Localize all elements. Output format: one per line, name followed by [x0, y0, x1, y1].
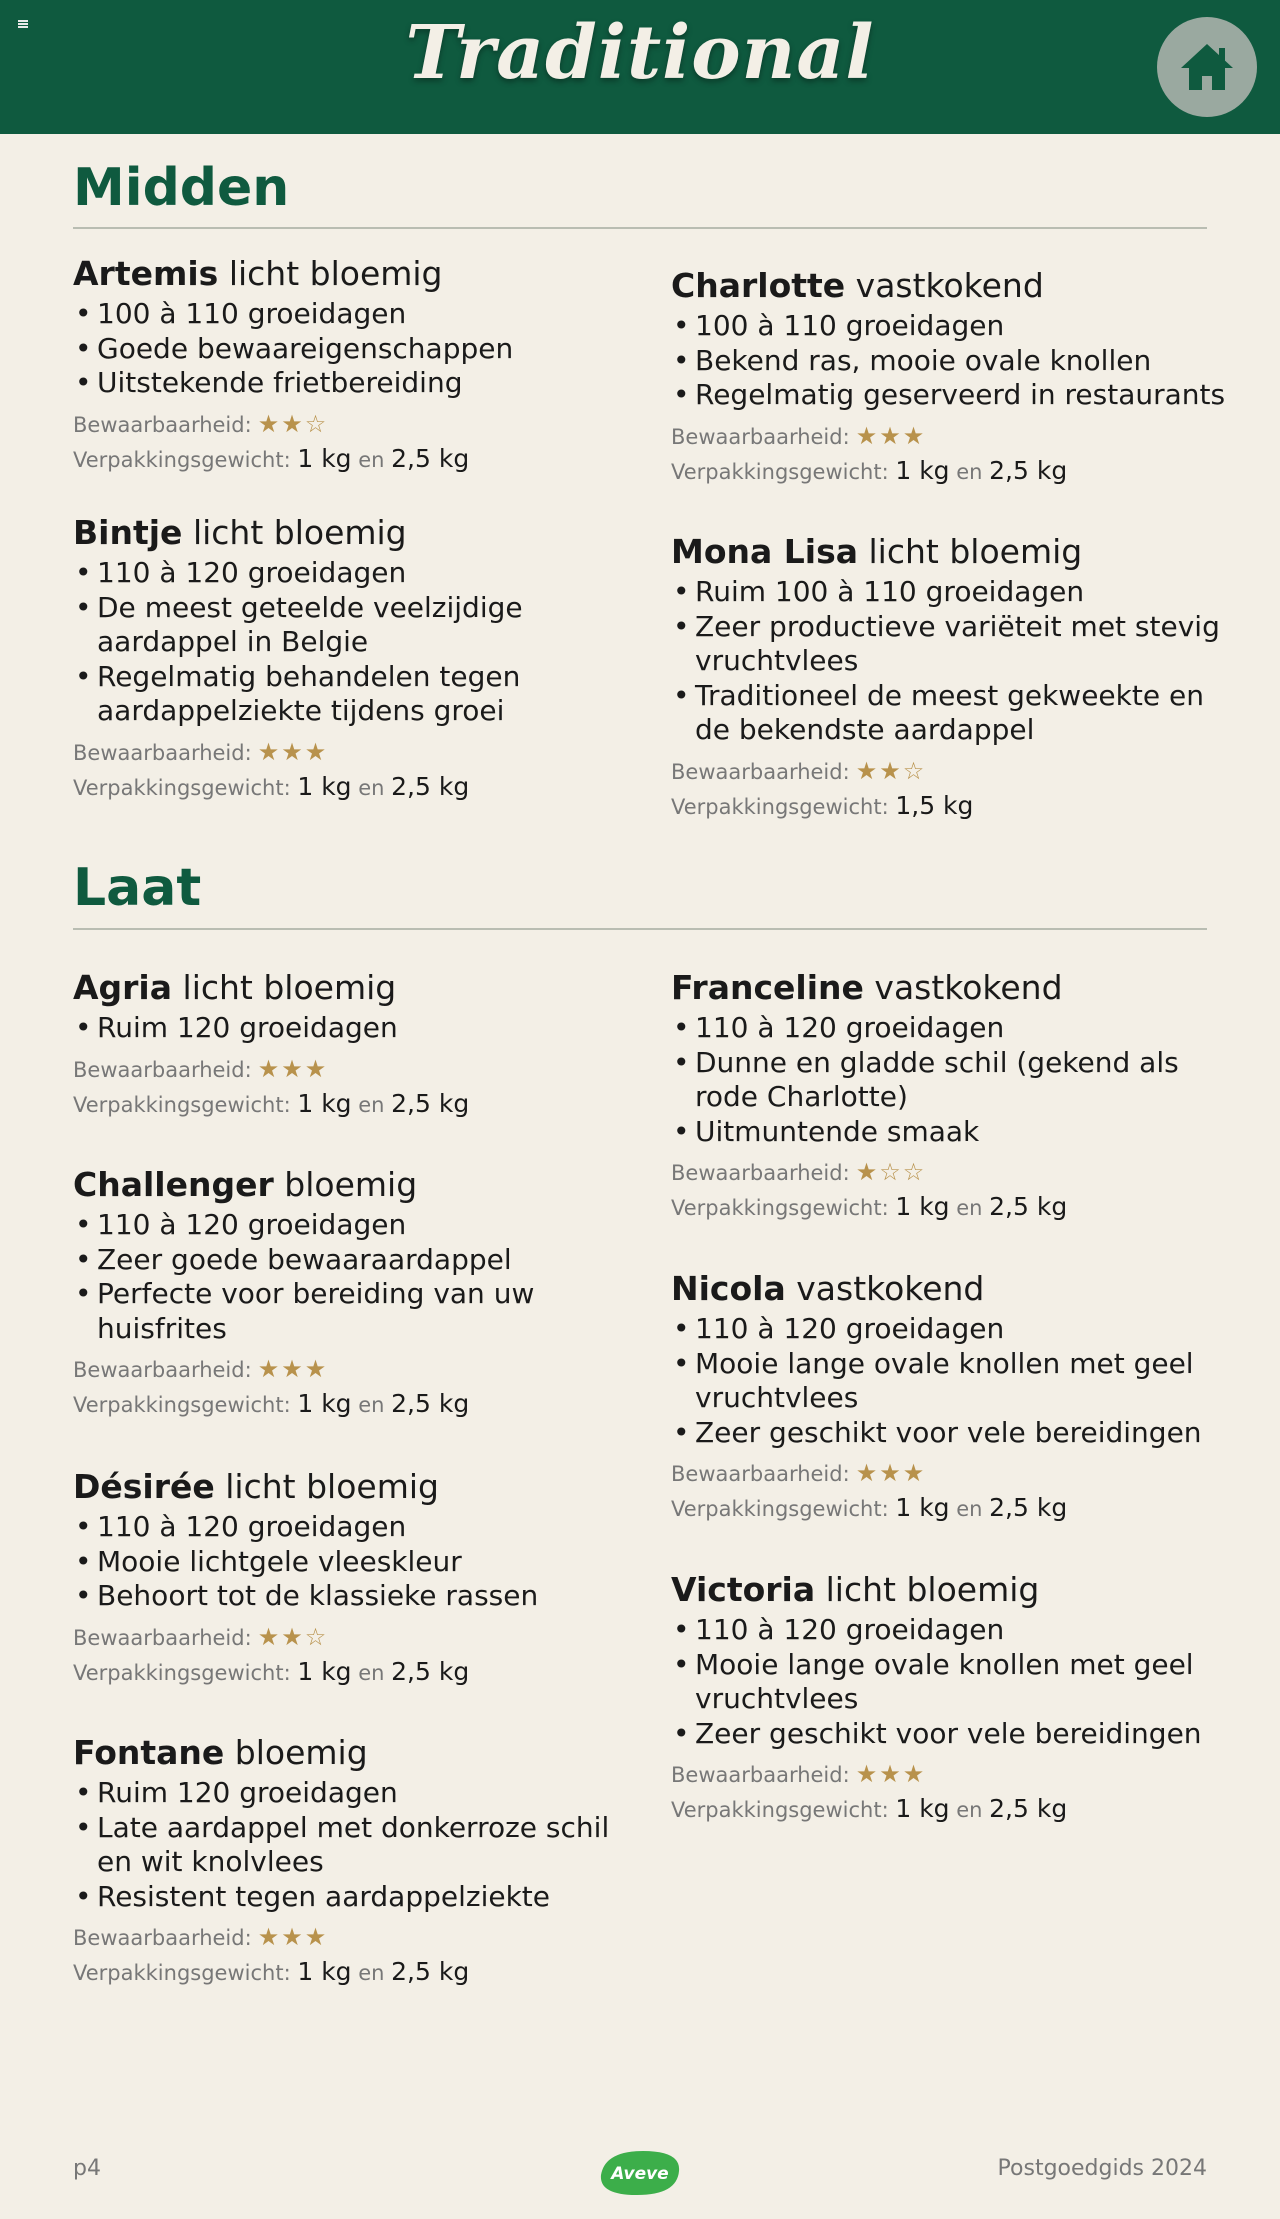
weight-value: 1 kg — [895, 1493, 950, 1522]
list-item: • Ruim 120 groeidagen — [73, 1776, 633, 1811]
variety-card-artemis — [73, 253, 633, 477]
list-item: • 100 à 110 groeidagen — [671, 309, 1231, 344]
packaging-weight — [73, 1087, 633, 1122]
weight-label: Verpakkingsgewicht: — [73, 1092, 291, 1117]
list-item: • Traditioneel de meest gekweekte en de bekendste aardappel — [671, 679, 1231, 748]
feature-list — [671, 309, 1231, 413]
list-item: • Regelmatig geserveerd in restaurants — [671, 378, 1231, 413]
variety-card-mona-lisa — [671, 531, 1231, 824]
weight-value: 1 kg — [297, 1088, 352, 1118]
feature-list — [73, 1776, 633, 1914]
packaging-weight — [73, 1655, 633, 1690]
weight-label: Verpakkingsgewicht: — [73, 1961, 291, 1985]
list-item: • Zeer geschikt voor vele bereidingen — [671, 1717, 1231, 1752]
weight-and: en — [358, 1393, 385, 1417]
weight-value: 1 kg — [895, 1192, 950, 1221]
packaging-weight — [73, 770, 633, 805]
variety-type: licht bloemig — [868, 532, 1083, 571]
star-rating-icon: ★☆☆ — [855, 1158, 927, 1186]
variety-type: licht bloemig — [192, 513, 407, 552]
star-rating-icon: ★★★ — [855, 1459, 927, 1487]
storage-rating — [671, 419, 1231, 454]
storage-rating — [73, 1352, 633, 1387]
variety-title — [73, 253, 633, 295]
storage-rating — [73, 735, 633, 770]
storage-rating — [671, 1456, 1231, 1491]
variety-title — [73, 1164, 633, 1206]
weight-value: 1 kg — [297, 1656, 352, 1686]
home-button[interactable] — [1157, 17, 1257, 117]
section-title-midden: Midden — [73, 158, 290, 218]
weight-value: 1 kg — [297, 1389, 352, 1418]
storage-label: Bewaarbaarheid: — [671, 1462, 850, 1486]
feature-list — [73, 1208, 633, 1346]
list-item: • 110 à 120 groeidagen — [671, 1011, 1231, 1046]
variety-title — [671, 531, 1231, 573]
variety-name: Artemis — [73, 254, 219, 293]
variety-title — [671, 1268, 1231, 1310]
variety-card-fontane — [73, 1732, 633, 1990]
weight-label: Verpakkingsgewicht: — [671, 1798, 889, 1822]
weight-label: Verpakkingsgewicht: — [671, 1497, 889, 1521]
variety-card-franceline — [671, 967, 1231, 1225]
weight-value: 1 kg — [895, 1794, 950, 1823]
list-item: • Dunne en gladde schil (gekend als rode Charlotte) — [671, 1046, 1231, 1115]
list-item: • 100 à 110 groeidagen — [73, 297, 633, 332]
star-rating-icon: ★★★ — [855, 1760, 927, 1788]
variety-type: licht bloemig — [228, 254, 443, 293]
weight-and: en — [358, 1092, 385, 1117]
storage-rating — [671, 754, 1231, 789]
weight-and: en — [358, 1660, 385, 1685]
packaging-weight — [73, 1955, 633, 1990]
list-item: • Behoort tot de klassieke rassen — [73, 1579, 633, 1614]
list-item: • Ruim 100 à 110 groeidagen — [671, 575, 1231, 610]
storage-rating — [73, 1052, 633, 1087]
list-item: • Mooie lange ovale knollen met geel vruchtvlees — [671, 1648, 1231, 1717]
weight-and: en — [358, 447, 385, 472]
weight-label: Verpakkingsgewicht: — [73, 1660, 291, 1685]
feature-list — [671, 575, 1231, 748]
weight-label: Verpakkingsgewicht: — [671, 1196, 889, 1220]
storage-label: Bewaarbaarheid: — [671, 1763, 850, 1787]
storage-label: Bewaarbaarheid: — [73, 1057, 252, 1082]
home-icon — [1178, 40, 1236, 94]
storage-label: Bewaarbaarheid: — [671, 1161, 850, 1185]
variety-type: bloemig — [284, 1165, 418, 1204]
list-item: • Uitstekende frietbereiding — [73, 366, 633, 401]
list-item: • Uitmuntende smaak — [671, 1115, 1231, 1150]
variety-name: Mona Lisa — [671, 532, 859, 571]
aveve-logo — [595, 2145, 685, 2199]
weight-value: 1,5 kg — [895, 790, 974, 820]
feature-list — [671, 1312, 1231, 1450]
weight-value: 2,5 kg — [989, 455, 1068, 485]
storage-rating — [671, 1155, 1231, 1190]
storage-label: Bewaarbaarheid: — [671, 759, 850, 784]
section-divider — [73, 928, 1207, 930]
weight-value: 1 kg — [297, 771, 352, 801]
variety-card-charlotte — [671, 265, 1231, 489]
weight-label: Verpakkingsgewicht: — [671, 459, 889, 484]
variety-title — [73, 967, 633, 1009]
variety-type: licht bloemig — [182, 968, 397, 1007]
variety-name: Désirée — [73, 1467, 215, 1506]
list-item: • 110 à 120 groeidagen — [73, 556, 633, 591]
variety-name: Challenger — [73, 1165, 274, 1204]
weight-and: en — [956, 459, 983, 484]
storage-label: Bewaarbaarheid: — [73, 1926, 252, 1950]
variety-name: Victoria — [671, 1570, 816, 1609]
variety-name: Charlotte — [671, 266, 846, 305]
weight-and: en — [358, 1961, 385, 1985]
weight-value: 2,5 kg — [989, 1493, 1068, 1522]
variety-title — [671, 265, 1231, 307]
list-item: • 110 à 120 groeidagen — [73, 1510, 633, 1545]
list-item: • Mooie lichtgele vleeskleur — [73, 1545, 633, 1580]
storage-rating — [73, 1920, 633, 1955]
variety-title — [73, 1732, 633, 1774]
list-item: • Ruim 120 groeidagen — [73, 1011, 633, 1046]
variety-card-agria — [73, 967, 633, 1122]
weight-value: 1 kg — [895, 455, 950, 485]
list-item: • Goede bewaareigenschappen — [73, 332, 633, 367]
star-rating-icon: ★★★ — [257, 737, 329, 766]
weight-label: Verpakkingsgewicht: — [671, 794, 889, 819]
star-rating-icon: ★★☆ — [855, 756, 927, 785]
variety-title — [73, 512, 633, 554]
weight-value: 2,5 kg — [391, 771, 470, 801]
variety-title — [671, 967, 1231, 1009]
star-rating-icon: ★★★ — [257, 1054, 329, 1083]
weight-label: Verpakkingsgewicht: — [73, 1393, 291, 1417]
variety-card-desiree — [73, 1466, 633, 1690]
star-rating-icon: ★★★ — [257, 1923, 329, 1951]
packaging-weight — [73, 1387, 633, 1422]
variety-name: Franceline — [671, 968, 864, 1007]
list-item: • 110 à 120 groeidagen — [73, 1208, 633, 1243]
star-rating-icon: ★★☆ — [257, 409, 329, 438]
star-rating-icon: ★★☆ — [257, 1622, 329, 1651]
storage-rating — [671, 1757, 1231, 1792]
weight-label: Verpakkingsgewicht: — [73, 447, 291, 472]
header-bar — [0, 0, 1280, 134]
variety-type: licht bloemig — [825, 1570, 1040, 1609]
variety-title — [671, 1569, 1231, 1611]
weight-value: 2,5 kg — [391, 1389, 470, 1418]
variety-name: Fontane — [73, 1733, 225, 1772]
list-item: • Mooie lange ovale knollen met geel vruchtvlees — [671, 1347, 1231, 1416]
feature-list — [73, 297, 633, 401]
variety-card-victoria — [671, 1569, 1231, 1827]
list-item: • 110 à 120 groeidagen — [671, 1312, 1231, 1347]
variety-name: Nicola — [671, 1269, 786, 1308]
weight-and: en — [956, 1798, 983, 1822]
variety-name: Agria — [73, 968, 173, 1007]
packaging-weight — [671, 1491, 1231, 1526]
section-divider — [73, 227, 1207, 229]
storage-label: Bewaarbaarheid: — [671, 424, 850, 449]
feature-list — [671, 1011, 1231, 1149]
list-item: • De meest geteelde veelzijdige aardappel in Belgie — [73, 591, 633, 660]
variety-type: licht bloemig — [225, 1467, 439, 1506]
page-title: Traditional — [405, 10, 875, 96]
list-item: • Resistent tegen aardappelziekte — [73, 1880, 633, 1915]
feature-list — [671, 1613, 1231, 1751]
list-item: • Late aardappel met donkerroze schil en wit knolvlees — [73, 1811, 633, 1880]
variety-card-bintje — [73, 512, 633, 805]
weight-value: 1 kg — [297, 1957, 352, 1986]
page-number: p4 — [73, 2156, 101, 2181]
weight-value: 1 kg — [297, 443, 352, 473]
variety-type: vastkokend — [796, 1269, 985, 1308]
feature-list — [73, 1011, 633, 1046]
variety-type: bloemig — [234, 1733, 368, 1772]
packaging-weight — [671, 1792, 1231, 1827]
list-item: • Regelmatig behandelen tegen aardappelziekte tijdens groei — [73, 660, 633, 729]
variety-card-nicola — [671, 1268, 1231, 1526]
packaging-weight — [73, 442, 633, 477]
weight-value: 2,5 kg — [989, 1794, 1068, 1823]
weight-value: 2,5 kg — [391, 1656, 470, 1686]
guide-title: Postgoedgids 2024 — [997, 2156, 1207, 2181]
weight-value: 2,5 kg — [391, 1957, 470, 1986]
weight-and: en — [358, 775, 385, 800]
variety-type: vastkokend — [874, 968, 1063, 1007]
list-item: • Zeer geschikt voor vele bereidingen — [671, 1416, 1231, 1451]
svg-text:Aveve: Aveve — [611, 2164, 669, 2184]
variety-name: Bintje — [73, 513, 183, 552]
star-rating-icon: ★★★ — [855, 421, 927, 450]
weight-and: en — [956, 1497, 983, 1521]
list-item: • Zeer goede bewaaraardappel — [73, 1243, 633, 1278]
weight-value: 2,5 kg — [391, 443, 470, 473]
weight-value: 2,5 kg — [391, 1088, 470, 1118]
list-item: • Perfecte voor bereiding van uw huisfrites — [73, 1277, 633, 1346]
storage-label: Bewaarbaarheid: — [73, 740, 252, 765]
weight-value: 2,5 kg — [989, 1192, 1068, 1221]
weight-and: en — [956, 1196, 983, 1220]
storage-rating — [73, 1620, 633, 1655]
variety-title — [73, 1466, 633, 1508]
storage-label: Bewaarbaarheid: — [73, 1625, 252, 1650]
section-title-laat: Laat — [73, 858, 202, 918]
feature-list — [73, 556, 633, 729]
storage-rating — [73, 407, 633, 442]
packaging-weight — [671, 454, 1231, 489]
star-rating-icon: ★★★ — [257, 1355, 329, 1383]
variety-card-challenger — [73, 1164, 633, 1422]
packaging-weight — [671, 789, 1231, 824]
list-item: • Zeer productieve variëteit met stevig vruchtvlees — [671, 610, 1231, 679]
list-item: • Bekend ras, mooie ovale knollen — [671, 344, 1231, 379]
storage-label: Bewaarbaarheid: — [73, 1358, 252, 1382]
variety-type: vastkokend — [855, 266, 1044, 305]
list-item: • 110 à 120 groeidagen — [671, 1613, 1231, 1648]
packaging-weight — [671, 1190, 1231, 1225]
feature-list — [73, 1510, 633, 1614]
storage-label: Bewaarbaarheid: — [73, 412, 252, 437]
weight-label: Verpakkingsgewicht: — [73, 775, 291, 800]
